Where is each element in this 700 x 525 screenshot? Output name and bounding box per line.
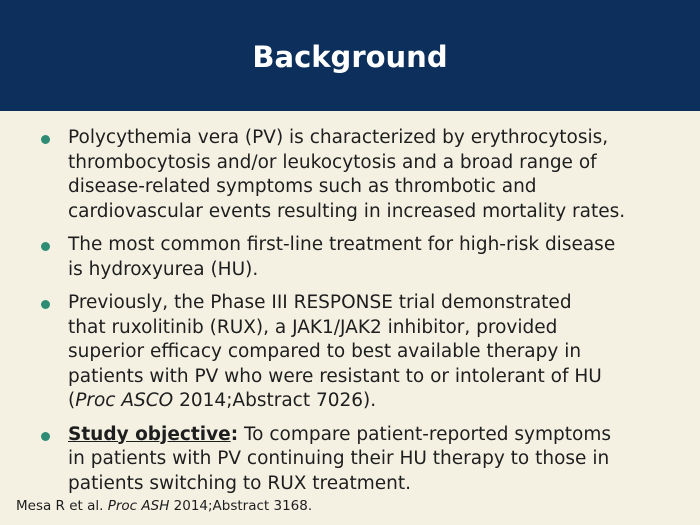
bullet-line: Polycythemia vera (PV) is characterized by erythrocytosis, [68,127,609,148]
footer-citation [16,498,312,514]
slide-header [0,0,700,111]
objective-label: Study objective [68,423,231,445]
bullet-line: that ruxolitinib (RUX), a JAK1/JAK2 inhibitor, provided [68,316,558,338]
bullet-item [0,291,700,414]
bullet-item-objective [0,423,700,497]
bullet-dot-icon [41,242,50,251]
citation-line [68,389,676,414]
bullet-line: in patients with PV continuing their HU therapy to those in [68,448,610,469]
citation-rest: 2014;Abstract 7026). [173,390,377,411]
footer-journal: Proc ASH [107,498,170,514]
bullet-list [0,126,700,505]
footer-rest: 2014;Abstract 3168. [169,498,313,514]
citation-journal: Proc ASCO [75,390,174,411]
objective-first-line [68,423,676,448]
bullet-line: disease-related symptoms such as thrombotic and [68,176,537,197]
bullet-line: patients switching to RUX treatment. [68,472,411,494]
bullet-line: thrombocytosis and/or leukocytosis and a broad range of [68,151,597,173]
objective-first-line-rest: To compare patient-reported symptoms [238,423,611,445]
bullet-item [0,126,700,224]
bullet-dot-icon [41,135,50,144]
bullet-item [0,233,700,282]
bullet-line: cardiovascular events resulting in increased mortality rates. [68,200,626,222]
slide-title: Background [252,39,448,74]
bullet-dot-icon [41,300,50,309]
bullet-line: The most common first-line treatment for high-risk disease [68,234,616,255]
footer-authors: Mesa R et al. [16,498,108,514]
bullet-line: patients with PV who were resistant to or intolerant of HU [68,365,602,387]
objective-label-suffix: : [230,423,239,445]
bullet-line: Previously, the Phase III RESPONSE trial demonstrated [68,292,572,313]
bullet-dot-icon [41,432,50,441]
bullet-line: is hydroxyurea (HU). [68,258,259,280]
bullet-line: superior efficacy compared to best available therapy in [68,341,582,362]
citation-open: ( [68,390,76,411]
